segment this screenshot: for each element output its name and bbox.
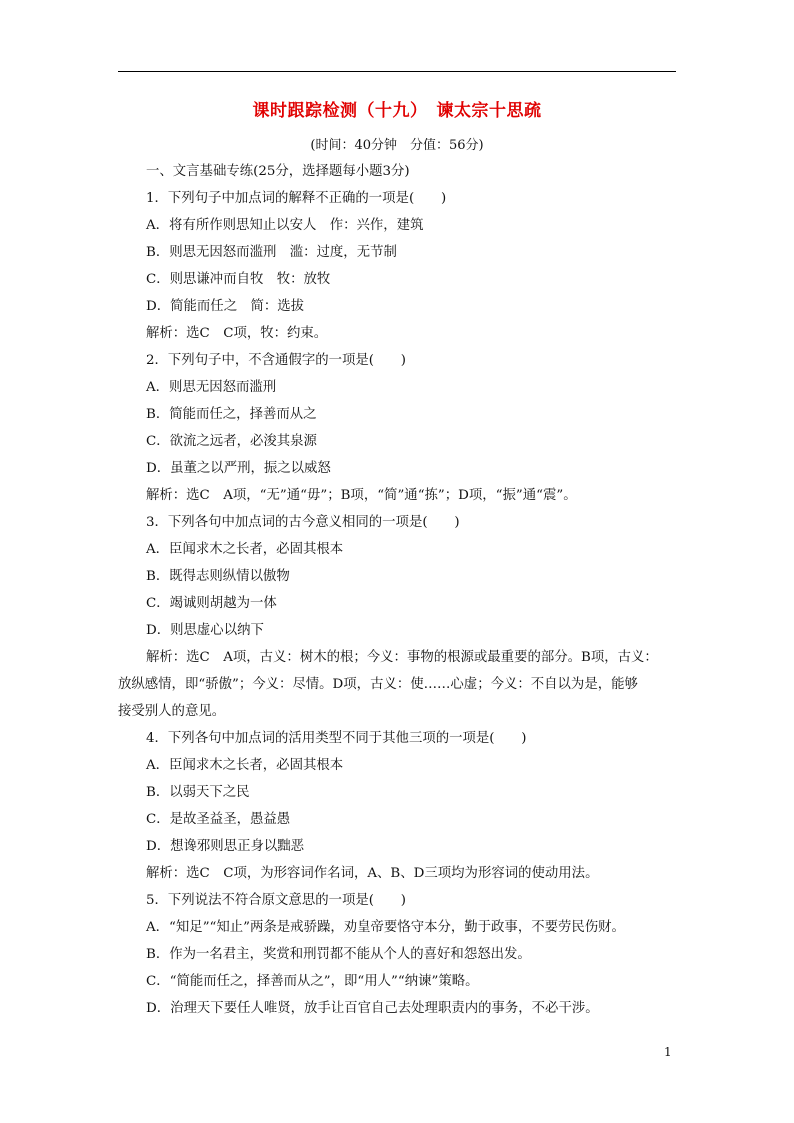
option-2a: A．则思无因怒而滥刑 (146, 380, 277, 395)
document-body (118, 158, 682, 1022)
option-2b: B．简能而任之，择善而从之 (146, 407, 317, 422)
option-1c: C．则思谦冲而自牧 牧：放牧 (146, 272, 331, 287)
header-rule (118, 71, 676, 72)
analysis-2: 解析：选C A项，“无”通“毋”；B项，“简”通“拣”；D项，“振”通“震”。 (146, 488, 577, 503)
section-heading: 一、文言基础专练(25分，选择题每小题3分) (146, 164, 410, 179)
option-3a: A．臣闻求木之长者，必固其根本 (146, 542, 344, 557)
option-4d: D．想谗邪则思正身以黜恶 (146, 839, 305, 854)
option-2c: C．欲流之远者，必浚其泉源 (146, 434, 317, 449)
option-5a: A．“知足”“知止”两条是戒骄躁，劝皇帝要恪守本分，勤于政事，不要劳民伤财。 (146, 920, 625, 935)
analysis-1: 解析：选C C项，牧：约束。 (146, 326, 328, 341)
analysis-4: 解析：选C C项，为形容词作名词，A、B、D三项均为形容词的使动用法。 (146, 866, 599, 881)
analysis-3-line-1: 解析：选C A项，古义：树木的根；今义：事物的根源或最重要的部分。B项，古义： (146, 650, 658, 665)
option-4c: C．是故圣益圣，愚益愚 (146, 812, 291, 827)
option-2d: D．虽董之以严刑，振之以威怒 (146, 461, 331, 476)
question-1: 1．下列句子中加点词的解释不正确的一项是( ) (146, 191, 447, 206)
question-3: 3．下列各句中加点词的古今意义相同的一项是( ) (146, 515, 460, 530)
analysis-3-line-2: 放纵感情，即“骄傲”；今义：尽情。D项，古义：使……心虚；今义：不自以为是，能够 (118, 677, 638, 692)
option-4b: B．以弱天下之民 (146, 785, 250, 800)
question-4: 4．下列各句中加点词的活用类型不同于其他三项的一项是( ) (146, 731, 527, 746)
option-1d: D．简能而任之 简：选拔 (146, 299, 305, 314)
option-3c: C．竭诚则胡越为一体 (146, 596, 277, 611)
analysis-3-line-3: 接受别人的意见。 (118, 704, 226, 719)
option-5c: C．“简能而任之，择善而从之”，即“用人”“纳谏”策略。 (146, 974, 479, 989)
option-5b: B．作为一名君主，奖赏和刑罚都不能从个人的喜好和怨怒出发。 (146, 947, 531, 962)
option-1b: B．则思无因怒而滥刑 滥：过度，无节制 (146, 245, 397, 260)
exam-meta: (时间：40分钟 分值：56分) (310, 138, 484, 153)
option-3b: B．既得志则纵情以傲物 (146, 569, 290, 584)
page-title: 课时跟踪检测（十九） 谏太宗十思疏 (252, 101, 542, 121)
option-1a: A．将有所作则思知止以安人 作：兴作，建筑 (146, 218, 424, 233)
page-number: 1 (664, 1045, 672, 1059)
option-3d: D．则思虚心以纳下 (146, 623, 264, 638)
option-4a: A．臣闻求木之长者，必固其根本 (146, 758, 344, 773)
question-5: 5．下列说法不符合原文意思的一项是( ) (146, 893, 406, 908)
question-2: 2．下列句子中，不含通假字的一项是( ) (146, 353, 406, 368)
option-5d: D．治理天下要任人唯贤，放手让百官自己去处理职责内的事务，不必干涉。 (146, 1001, 599, 1016)
